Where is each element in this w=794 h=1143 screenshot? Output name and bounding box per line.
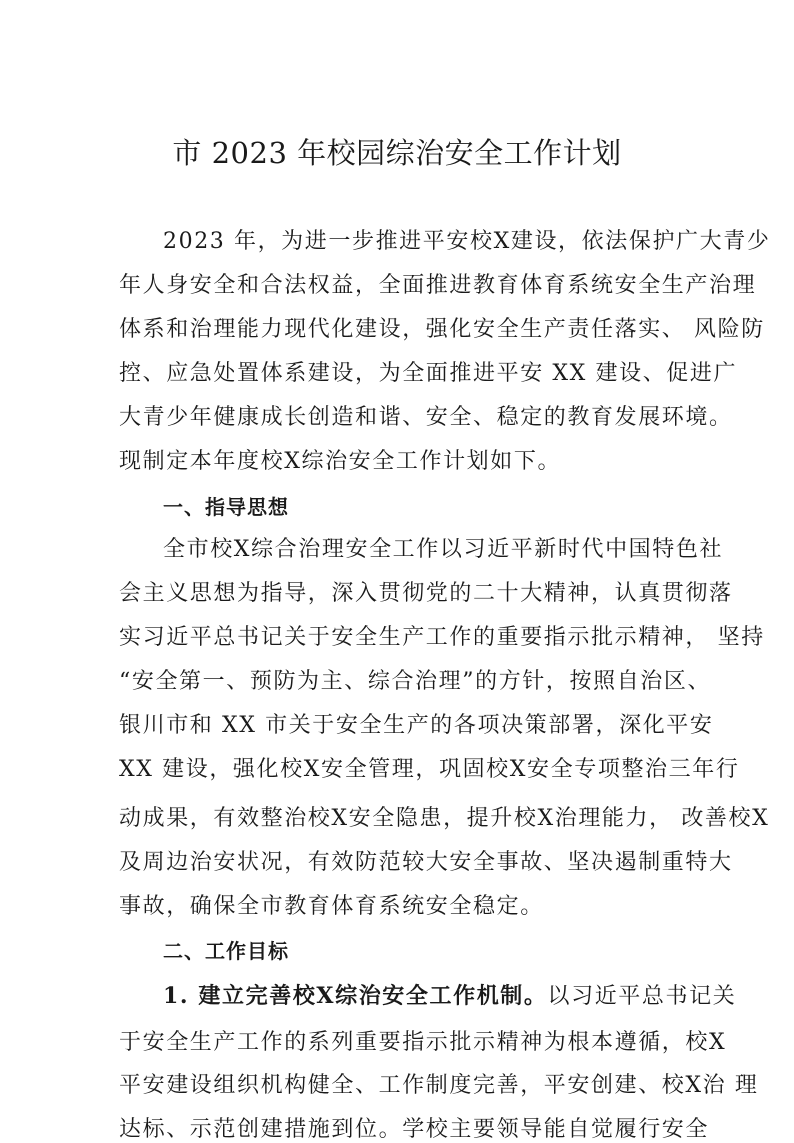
item1-text: 以习近平总书记关: [547, 984, 737, 1009]
section2-line: 于安全生产工作的系列重要指示批示精神为根本遵循，校X: [119, 1030, 727, 1055]
section1-line: 会主义思想为指导，深入贯彻党的二十大精神，认真贯彻落: [119, 581, 733, 606]
intro-line: 2023 年，为进一步推进平安校X建设，依法保护广大青少: [163, 229, 771, 254]
section-heading-work-goals: 二、工作目标: [163, 939, 289, 963]
intro-line: 年人身安全和合法权益，全面推进教育体育系统安全生产治理: [119, 273, 757, 298]
section1-line: XX 建设，强化校X安全管理，巩固校X安全专项整治三年行: [119, 757, 740, 782]
section1-line: 实习近平总书记关于安全生产工作的重要指示批示精神， 坚持: [119, 625, 765, 650]
intro-line: 控、应急处置体系建设，为全面推进平安 XX 建设、促进广: [119, 361, 738, 386]
section1-line: 银川市和 XX 市关于安全生产的各项决策部署，深化平安: [119, 713, 714, 738]
section2-line: 达标、示范创建措施到位。学校主要领导能自觉履行安全: [119, 1117, 710, 1142]
section1-line: 动成果，有效整治校X安全隐患，提升校X治理能力， 改善校X: [119, 806, 770, 831]
section-heading-guiding-ideology: 一、指导思想: [163, 495, 289, 519]
document-title: 市 2023 年校园综治安全工作计划: [172, 136, 622, 170]
intro-line: 大青少年健康成长创造和谐、安全、稳定的教育发展环境。: [119, 405, 733, 430]
section2-line: 平安建设组织机构健全、工作制度完善，平安创建、校X治 理: [119, 1073, 759, 1098]
section1-line: 及周边治安状况，有效防范较大安全事故、坚决遏制重特大: [119, 850, 733, 875]
intro-line: 体系和治理能力现代化建设，强化安全生产责任落实、 风险防: [119, 317, 765, 342]
section1-line: “安全第一、预防为主、综合治理”的方针，按照自治区、: [119, 669, 712, 694]
intro-line: 现制定本年度校X综治安全工作计划如下。: [119, 449, 562, 474]
section1-line: 全市校X综合治理安全工作以习近平新时代中国特色社: [163, 537, 724, 562]
item1-label: 1. 建立完善校X综治安全工作机制。: [163, 983, 548, 1009]
section1-line: 事故，确保全市教育体育系统安全稳定。: [119, 894, 544, 919]
section2-item1-first-line: [163, 983, 736, 1010]
